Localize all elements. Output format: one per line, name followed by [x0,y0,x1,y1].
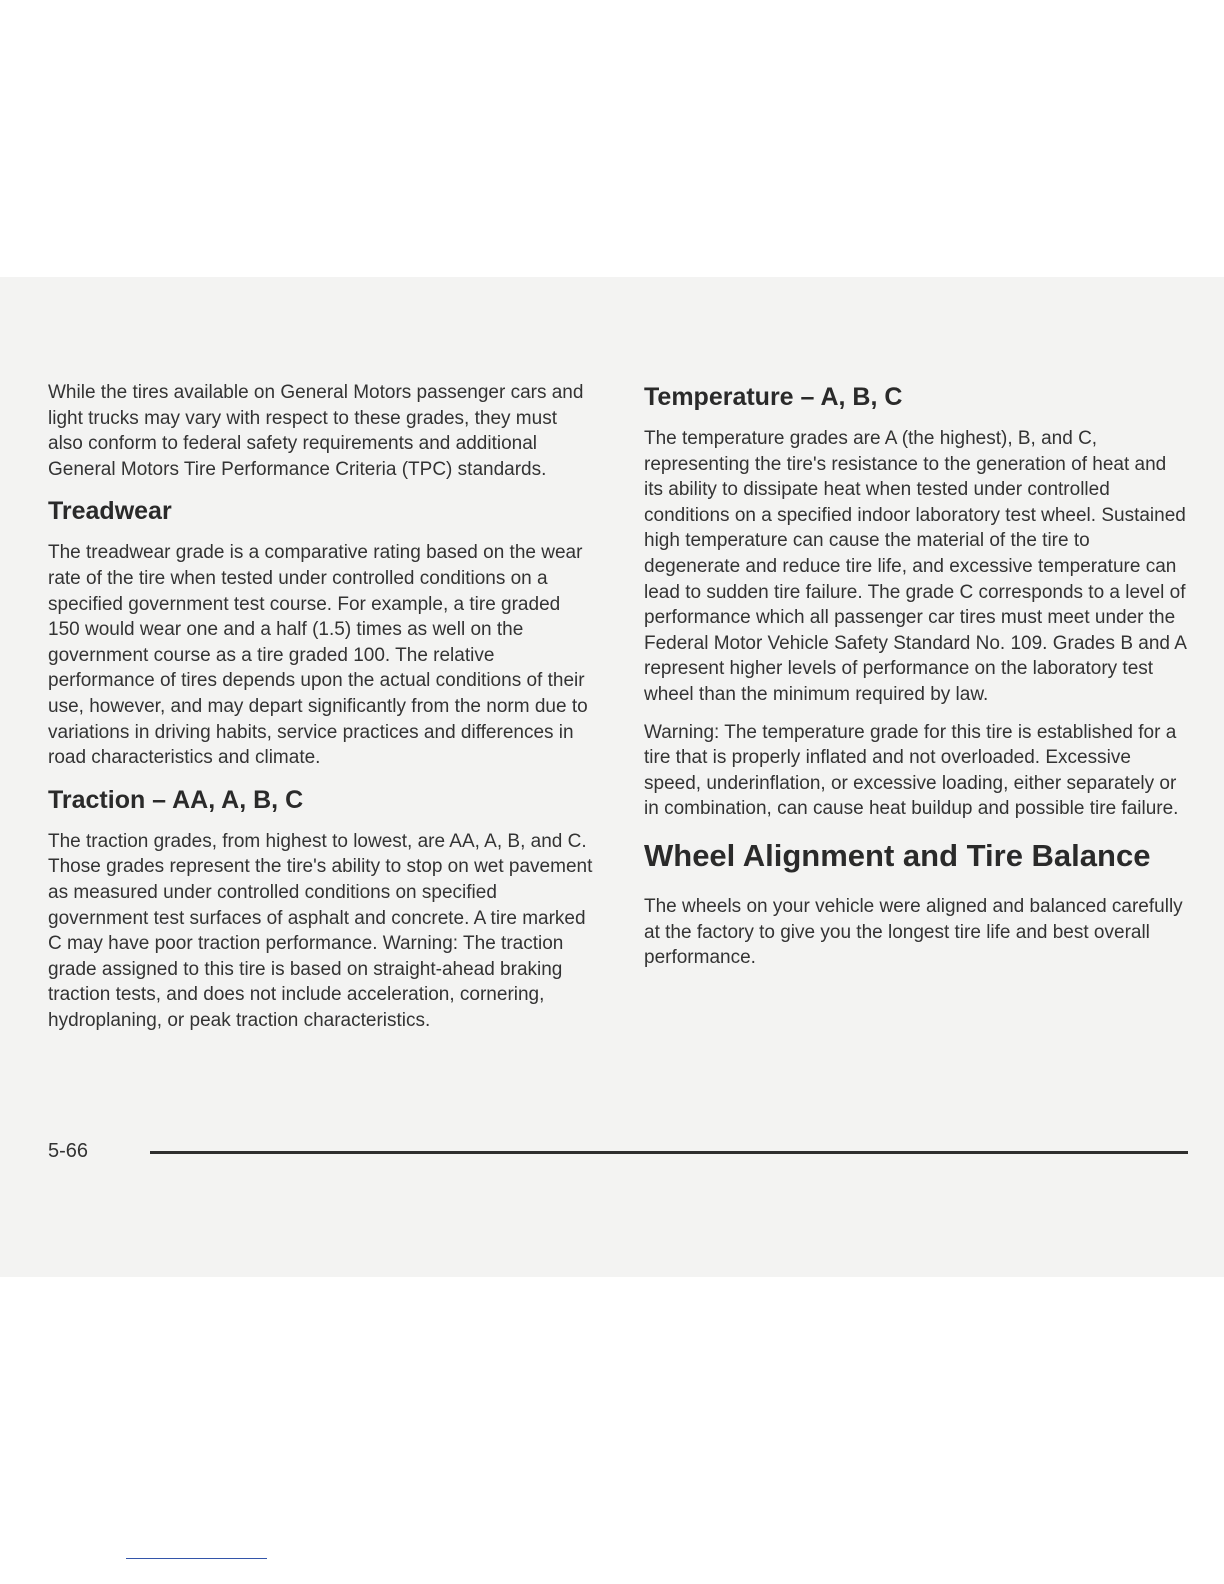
intro-paragraph: While the tires available on General Motors passenger cars and light trucks may vary with respect to these grades, they must also conform to federal safety requirements and additional General Motors Tire Performance Criteria (TPC) standards. [48,382,584,480]
footer-divider [150,1151,1188,1154]
treadwear-paragraph: The treadwear grade is a comparative rating based on the wear rate of the tire when tested under controlled conditions on a specified government test course. For example, a tire graded 150 would wear one and a half (1.5) times as well on the government course as a tire graded 100. The relative performance of tires depends upon the actual conditions of their use, however, and may depart significantly from the norm due to variations in driving habits, service practices and differences in road characteristics and climate. [48,542,588,769]
traction-heading: Traction – AA, A, B, C [48,785,304,814]
wheel-alignment-heading: Wheel Alignment and Tire Balance [644,837,1151,873]
treadwear-heading: Treadwear [48,497,172,526]
traction-paragraph: The traction grades, from highest to lowest, are AA, A, B, and C. Those grades represent the tire's ability to stop on wet pavement as measured under controlled conditions on specified government test surfaces of asphalt and concrete. A tire marked C may have poor traction performance. Warning: The traction grade assigned to this tire is based on straight-ahead braking traction tests, and does not include acceleration, cornering, hydroplaning, or peak traction characteristics. [48,830,593,1031]
temperature-paragraph: The temperature grades are A (the highest), B, and C, representing the tire's resistance to the generation of heat and its ability to dissipate heat when tested under controlled conditions on a specified indoor laboratory test wheel. Sustained high temperature can cause the material of the tire to degenerate and reduce tire life, and excessive temperature can lead to sudden tire failure. The grade C corresponds to a level of performance which all passenger car tires must meet under the Federal Motor Vehicle Safety Standard No. 109. Grades B and A represent higher levels of performance on the laboratory test wheel than the minimum required by law. [644,428,1186,705]
temperature-warning: Warning: The temperature grade for this tire is established for a tire that is properly inflated and not overloaded. Excessive speed, underinflation, or excessive loading, either separately or in combination, can cause heat buildup and possible tire failure. [644,721,1179,820]
left-column [48,380,596,1045]
right-column [644,380,1189,983]
page-number: 5-66 [48,1140,89,1162]
link-underline [126,1558,267,1559]
temperature-heading: Temperature – A, B, C [644,383,903,411]
wheel-alignment-paragraph: The wheels on your vehicle were aligned and balanced carefully at the factory to give you the longest tire life and best overall performance. [644,895,1183,969]
